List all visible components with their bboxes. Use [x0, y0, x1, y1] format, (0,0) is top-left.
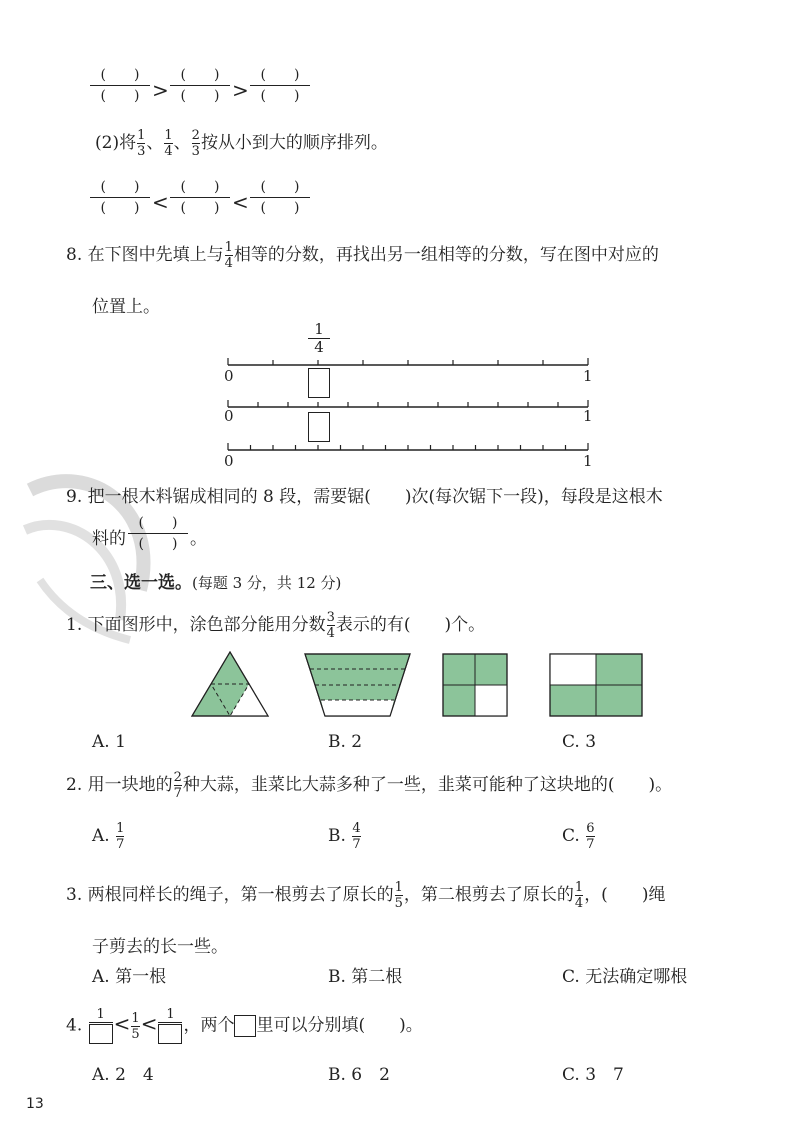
s2-option-b[interactable]: B. $\frac{4}{7}$: [328, 821, 361, 852]
s2-option-c[interactable]: C. $\frac{6}{7}$: [562, 821, 595, 852]
q8-text-line2: 位置上。: [92, 297, 160, 317]
blank-box[interactable]: [89, 1024, 113, 1044]
s3-question-text-line1: 3. 两根同样长的绳子，第一根剪去了原长的 $\frac{1}{5}$ ，第二根剪去了原长的 $\frac{1}{4}$ ，( )绳: [66, 880, 666, 911]
q9-text-line1: 9. 把一根木料锯成相同的 8 段，需要锯( )次(每次锯下一段)，每段是这根木: [66, 487, 663, 507]
fraction: $\frac{1}{5}$: [394, 880, 403, 911]
number-line-top-label: 1 4: [308, 322, 330, 355]
s1-shapes: [190, 650, 650, 720]
s2-question-text: 2. 用一块地的 $\frac{2}{7}$ 种大蒜，韭菜比大蒜多种了一些，韭菜可能种了这块地的( )。: [66, 770, 673, 801]
answer-blank-fraction[interactable]: ( ) ( ): [128, 516, 188, 551]
s1-option-b[interactable]: B. 2: [328, 732, 363, 752]
s3-option-b[interactable]: B. 第二根: [328, 967, 403, 987]
answer-box-line2[interactable]: [308, 412, 330, 442]
s3-question-text-line2: 子剪去的长一些。: [92, 937, 228, 957]
fraction: $\frac{2}{3}$: [191, 128, 200, 159]
number-line-1-label: 1: [583, 407, 593, 425]
s4-option-a[interactable]: A. 2 4: [92, 1065, 154, 1085]
s1-option-c[interactable]: C. 3: [562, 732, 597, 752]
rectangle-shape: [550, 654, 642, 716]
trapezoid-shape: [305, 654, 410, 716]
page-number: 13: [26, 1096, 44, 1112]
fraction: $\frac{3}{4}$: [326, 610, 335, 641]
number-line-diagram: [215, 350, 605, 475]
section-3-heading: 三、选一选。(每题 3 分，共 12 分): [90, 573, 342, 593]
square-shape: [443, 654, 507, 716]
s4-option-c[interactable]: C. 3 7: [562, 1065, 624, 1085]
s3-option-a[interactable]: A. 第一根: [92, 967, 167, 987]
number-line-0-label: 0: [224, 407, 234, 425]
blank-box-icon: [234, 1015, 256, 1037]
answer-box-line1[interactable]: [308, 368, 330, 398]
fraction: $\frac{1}{3}$: [137, 128, 146, 159]
number-line-0-label: 0: [224, 452, 234, 470]
answer-blank-fraction[interactable]: ( ) ( ): [170, 180, 230, 215]
q9-period: 。: [190, 529, 207, 549]
blank-box[interactable]: [158, 1024, 182, 1044]
s3-option-c[interactable]: C. 无法确定哪根: [562, 967, 688, 987]
answer-blank-fraction[interactable]: ( ) ( ): [90, 68, 150, 103]
q9-text-line2: 料的: [92, 529, 126, 549]
s2-option-a[interactable]: A. $\frac{1}{7}$: [92, 821, 125, 852]
s1-option-a[interactable]: A. 1: [92, 732, 126, 752]
fraction: $\frac{1}{5}$: [131, 1010, 140, 1042]
fraction: $\frac{1}{4}$: [224, 240, 233, 271]
q8-text-line1: 8. 在下图中先填上与 $\frac{1}{4}$ 相等的分数，再找出另一组相等的分数，写在图中对应的: [66, 240, 659, 271]
fraction: $\frac{1}{4}$: [164, 128, 173, 159]
s4-question-text: 4. 1 < $\frac{1}{5}$ < 1 ，两个 里可以分别填( )。: [66, 1008, 423, 1044]
answer-blank-fraction[interactable]: ( ) ( ): [250, 180, 310, 215]
answer-blank-fraction[interactable]: ( ) ( ): [90, 180, 150, 215]
q7-part2-text: (2)将 $\frac{1}{3}$ 、 $\frac{1}{4}$ 、 $\frac{2}{3}$ 按从小到大的顺序排列。: [95, 128, 388, 159]
greater-than-sign: >: [152, 78, 169, 102]
less-than-sign: <: [152, 190, 169, 214]
fraction: $\frac{1}{4}$: [574, 880, 584, 911]
fraction: $\frac{2}{7}$: [173, 770, 182, 801]
answer-blank-fraction[interactable]: ( ) ( ): [170, 68, 230, 103]
s4-option-b[interactable]: B. 6 2: [328, 1065, 390, 1085]
answer-blank-fraction[interactable]: ( ) ( ): [250, 68, 310, 103]
number-line-1-label: 1: [583, 452, 593, 470]
triangle-shape: [192, 652, 268, 716]
greater-than-sign: >: [232, 78, 249, 102]
s1-question-text: 1. 下面图形中，涂色部分能用分数 $\frac{3}{4}$ 表示的有( )个。: [66, 610, 486, 641]
less-than-sign: <: [232, 190, 249, 214]
number-line-1-label: 1: [583, 367, 593, 385]
number-line-0-label: 0: [224, 367, 234, 385]
